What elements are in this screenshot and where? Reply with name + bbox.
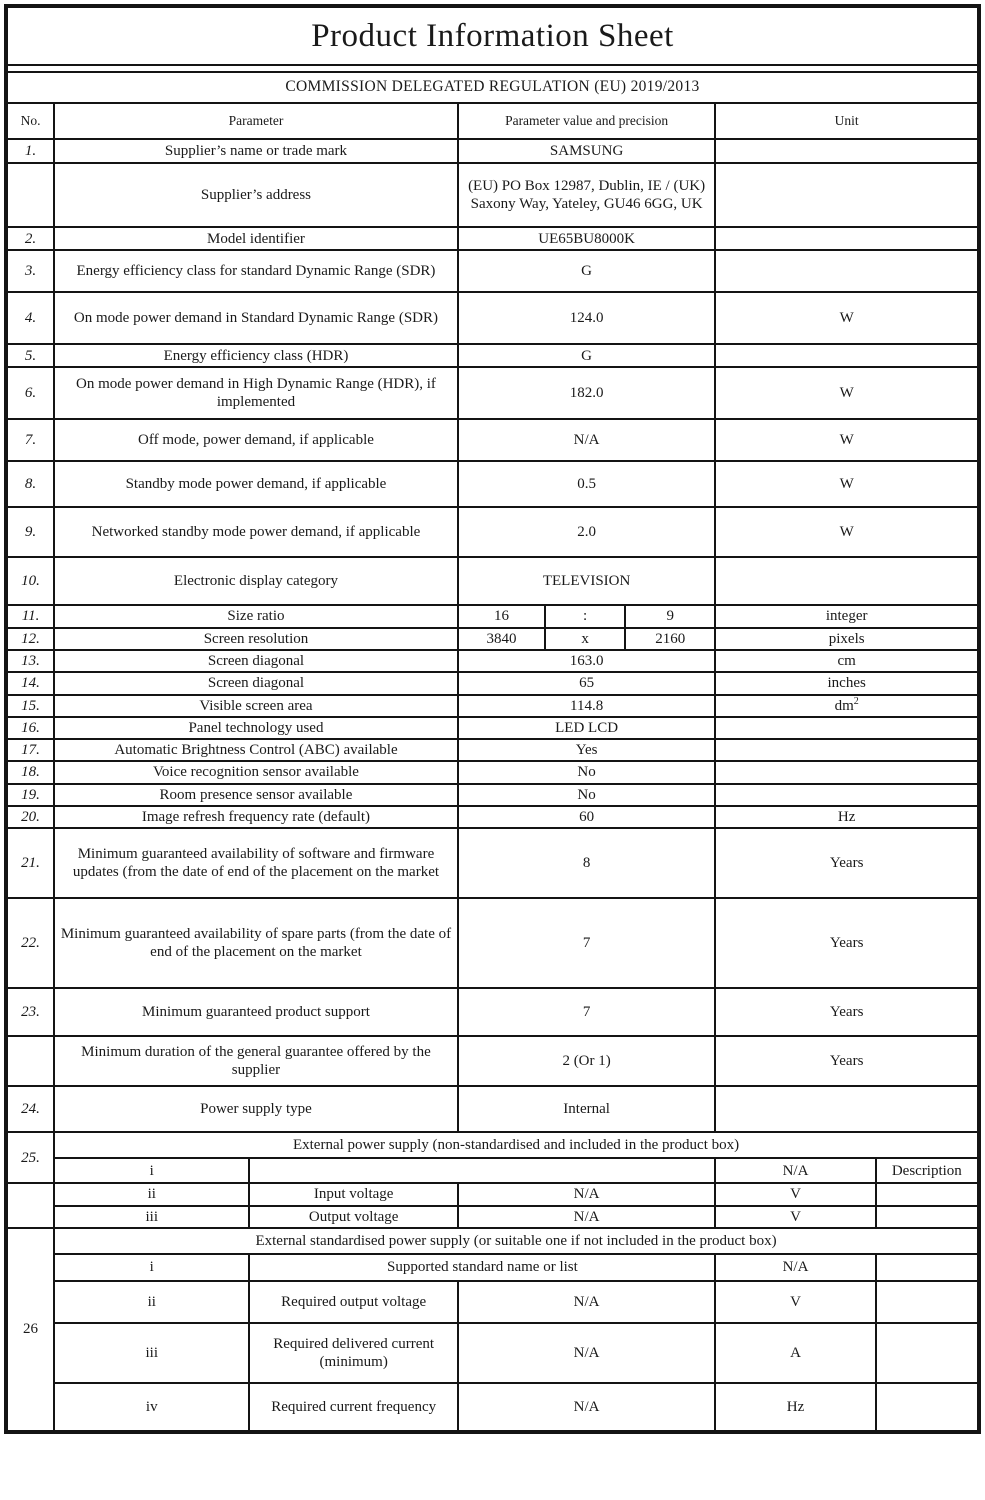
description-cell: Description <box>876 1158 978 1183</box>
description-cell <box>876 1183 978 1205</box>
parameter-cell: Supplier’s address <box>54 163 458 227</box>
column-header-parameter: Parameter <box>54 103 458 139</box>
value-cell: Yes <box>458 739 715 761</box>
row-supplier-name <box>7 139 978 163</box>
description-cell <box>876 1254 978 1281</box>
value-cell: 124.0 <box>458 292 715 344</box>
no-cell: 9. <box>7 507 54 557</box>
row-supplier-address <box>7 163 978 227</box>
unit-cell: inches <box>715 672 978 694</box>
no-cell: 12. <box>7 628 54 650</box>
unit-cell <box>715 739 978 761</box>
parameter-cell: Electronic display category <box>54 557 458 605</box>
unit-cell <box>715 1086 978 1132</box>
no-cell: 1. <box>7 139 54 163</box>
index-cell: i <box>54 1254 249 1281</box>
row-model-identifier <box>7 227 978 250</box>
no-cell: 10. <box>7 557 54 605</box>
no-cell: 21. <box>7 828 54 898</box>
index-cell: ii <box>54 1281 249 1323</box>
column-header-unit: Unit <box>715 103 978 139</box>
value-cell: UE65BU8000K <box>458 227 715 250</box>
parameter-cell: Required delivered current (minimum) <box>249 1323 457 1383</box>
parameter-cell: Screen diagonal <box>54 672 458 694</box>
row-26-iii <box>7 1323 978 1383</box>
parameter-cell: Minimum guaranteed availability of software and firmware updates (from the date of end of the placement on the market <box>54 828 458 898</box>
no-cell: 11. <box>7 605 54 627</box>
unit-cell <box>715 717 978 739</box>
unit-cell: W <box>715 292 978 344</box>
product-info-table <box>6 6 979 1432</box>
row-abc-available <box>7 739 978 761</box>
regulation-title: COMMISSION DELEGATED REGULATION (EU) 2019/2013 <box>7 72 978 103</box>
no-cell: 4. <box>7 292 54 344</box>
no-cell: 13. <box>7 650 54 672</box>
value-cell: 8 <box>458 828 715 898</box>
parameter-cell: Input voltage <box>249 1183 457 1205</box>
no-cell: 23. <box>7 988 54 1036</box>
unit-cell: Years <box>715 898 978 988</box>
value-cell: 65 <box>458 672 715 694</box>
parameter-cell: Networked standby mode power demand, if applicable <box>54 507 458 557</box>
row-guarantee-duration <box>7 1036 978 1086</box>
product-information-sheet <box>4 4 981 1434</box>
unit-cell <box>715 344 978 367</box>
value-cell: 60 <box>458 806 715 828</box>
value-cell-height: 9 <box>625 605 715 627</box>
unit-cell: W <box>715 419 978 461</box>
no-cell: 6. <box>7 367 54 419</box>
row-screen-diagonal-cm <box>7 650 978 672</box>
parameter-cell: Panel technology used <box>54 717 458 739</box>
value-cell-separator: x <box>545 628 625 650</box>
unit-cell: V <box>715 1281 875 1323</box>
description-cell <box>876 1383 978 1431</box>
value-cell: 2 (Or 1) <box>458 1036 715 1086</box>
value-cell: No <box>458 784 715 806</box>
value-cell: G <box>458 250 715 292</box>
parameter-cell: Screen resolution <box>54 628 458 650</box>
unit-cell <box>715 784 978 806</box>
column-header-row <box>7 103 978 139</box>
parameter-cell: Power supply type <box>54 1086 458 1132</box>
value-cell: 7 <box>458 988 715 1036</box>
value-cell: N/A <box>458 1206 715 1228</box>
regulation-row <box>7 72 978 103</box>
parameter-cell: Off mode, power demand, if applicable <box>54 419 458 461</box>
parameter-cell: Standby mode power demand, if applicable <box>54 461 458 507</box>
row-25-section-header <box>7 1132 978 1158</box>
row-off-mode-power <box>7 419 978 461</box>
value-cell: N/A <box>458 1183 715 1205</box>
row-25-i <box>7 1158 978 1183</box>
row-on-mode-power-sdr <box>7 292 978 344</box>
unit-cell: $dm^2$ <box>715 695 978 717</box>
no-cell: 7. <box>7 419 54 461</box>
value-cell-separator: : <box>545 605 625 627</box>
row-display-category <box>7 557 978 605</box>
parameter-cell: Energy efficiency class (HDR) <box>54 344 458 367</box>
no-cell: 19. <box>7 784 54 806</box>
parameter-cell: Screen diagonal <box>54 650 458 672</box>
value-cell: 114.8 <box>458 695 715 717</box>
unit-cell: V <box>715 1183 875 1205</box>
value-cell: 182.0 <box>458 367 715 419</box>
column-header-value: Parameter value and precision <box>458 103 715 139</box>
no-cell: 16. <box>7 717 54 739</box>
row-25-iii <box>7 1206 978 1228</box>
index-cell: i <box>54 1158 249 1183</box>
value-cell-width: 16 <box>458 605 545 627</box>
unit-cell: W <box>715 507 978 557</box>
parameter-cell: Automatic Brightness Control (ABC) available <box>54 739 458 761</box>
index-cell: iii <box>54 1206 249 1228</box>
section-header-cell: External standardised power supply (or suitable one if not included in the product box) <box>54 1228 978 1254</box>
row-product-support <box>7 988 978 1036</box>
parameter-cell: Required output voltage <box>249 1281 457 1323</box>
row-panel-technology <box>7 717 978 739</box>
unit-cell: integer <box>715 605 978 627</box>
no-cell: 17. <box>7 739 54 761</box>
row-26-i <box>7 1254 978 1281</box>
no-cell: 18. <box>7 761 54 783</box>
row-26-ii <box>7 1281 978 1323</box>
description-cell <box>876 1281 978 1323</box>
value-cell: 2.0 <box>458 507 715 557</box>
row-size-ratio <box>7 605 978 627</box>
value-cell: 7 <box>458 898 715 988</box>
parameter-cell: Image refresh frequency rate (default) <box>54 806 458 828</box>
parameter-cell <box>249 1158 715 1183</box>
unit-cell: Hz <box>715 806 978 828</box>
row-energy-class-sdr <box>7 250 978 292</box>
row-power-supply-type <box>7 1086 978 1132</box>
row-networked-standby-power <box>7 507 978 557</box>
no-cell: 14. <box>7 672 54 694</box>
parameter-cell: Size ratio <box>54 605 458 627</box>
parameter-cell: Model identifier <box>54 227 458 250</box>
value-cell: N/A <box>458 1281 715 1323</box>
divider-cell <box>7 65 978 72</box>
parameter-cell: Minimum duration of the general guarantee offered by the supplier <box>54 1036 458 1086</box>
index-cell: iii <box>54 1323 249 1383</box>
no-cell: 25. <box>7 1132 54 1183</box>
value-cell: N/A <box>458 1383 715 1431</box>
page-title: Product Information Sheet <box>7 7 978 65</box>
value-cell: TELEVISION <box>458 557 715 605</box>
row-screen-diagonal-inches <box>7 672 978 694</box>
no-cell: 24. <box>7 1086 54 1132</box>
unit-cell <box>715 163 978 227</box>
row-screen-resolution <box>7 628 978 650</box>
sheet-table-body <box>7 139 978 1431</box>
row-room-presence <box>7 784 978 806</box>
unit-cell <box>715 250 978 292</box>
row-refresh-rate <box>7 806 978 828</box>
unit-cell: Years <box>715 1036 978 1086</box>
row-software-updates <box>7 828 978 898</box>
description-cell <box>876 1323 978 1383</box>
row-energy-class-hdr <box>7 344 978 367</box>
unit-cell: W <box>715 367 978 419</box>
parameter-cell: Required current frequency <box>249 1383 457 1431</box>
unit-cell: cm <box>715 650 978 672</box>
row-voice-recognition <box>7 761 978 783</box>
value-cell: LED LCD <box>458 717 715 739</box>
column-header-no: No. <box>7 103 54 139</box>
no-cell: 20. <box>7 806 54 828</box>
unit-cell: Years <box>715 988 978 1036</box>
no-cell: 26 <box>7 1228 54 1431</box>
value-cell: N/A <box>715 1158 875 1183</box>
parameter-cell: Energy efficiency class for standard Dynamic Range (SDR) <box>54 250 458 292</box>
value-cell-height: 2160 <box>625 628 715 650</box>
value-cell: 163.0 <box>458 650 715 672</box>
value-cell: N/A <box>715 1254 875 1281</box>
superscript: 2 <box>853 695 859 707</box>
unit-cell <box>715 139 978 163</box>
section-header-cell: External power supply (non-standardised and included in the product box) <box>54 1132 978 1158</box>
no-cell: 2. <box>7 227 54 250</box>
index-cell: ii <box>54 1183 249 1205</box>
no-cell: 3. <box>7 250 54 292</box>
unit-cell: V <box>715 1206 875 1228</box>
row-26-iv <box>7 1383 978 1431</box>
parameter-cell: Visible screen area <box>54 695 458 717</box>
parameter-cell: Voice recognition sensor available <box>54 761 458 783</box>
parameter-cell: Supplier’s name or trade mark <box>54 139 458 163</box>
no-cell: 8. <box>7 461 54 507</box>
no-cell: 22. <box>7 898 54 988</box>
parameter-cell: Minimum guaranteed availability of spare parts (from the date of end of the placement on the market <box>54 898 458 988</box>
no-cell: 15. <box>7 695 54 717</box>
unit-cell: W <box>715 461 978 507</box>
value-cell: No <box>458 761 715 783</box>
row-standby-power <box>7 461 978 507</box>
row-spare-parts <box>7 898 978 988</box>
unit-cell <box>715 227 978 250</box>
row-on-mode-power-hdr <box>7 367 978 419</box>
no-cell <box>7 163 54 227</box>
value-cell-width: 3840 <box>458 628 545 650</box>
index-cell: iv <box>54 1383 249 1431</box>
title-row <box>7 7 978 65</box>
parameter-cell: On mode power demand in High Dynamic Range (HDR), if implemented <box>54 367 458 419</box>
title-divider <box>7 65 978 72</box>
description-cell <box>876 1206 978 1228</box>
no-cell <box>7 1036 54 1086</box>
value-cell: 0.5 <box>458 461 715 507</box>
parameter-cell: Supported standard name or list <box>249 1254 715 1281</box>
parameter-cell: On mode power demand in Standard Dynamic Range (SDR) <box>54 292 458 344</box>
unit-cell <box>715 557 978 605</box>
value-cell: G <box>458 344 715 367</box>
unit-cell: Hz <box>715 1383 875 1431</box>
unit-cell: Years <box>715 828 978 898</box>
value-cell: N/A <box>458 419 715 461</box>
value-cell: (EU) PO Box 12987, Dublin, IE / (UK) Saxony Way, Yateley, GU46 6GG, UK <box>458 163 715 227</box>
no-cell: 5. <box>7 344 54 367</box>
parameter-cell: Minimum guaranteed product support <box>54 988 458 1036</box>
unit-cell: pixels <box>715 628 978 650</box>
row-26-section-header <box>7 1228 978 1254</box>
row-25-ii <box>7 1183 978 1205</box>
parameter-cell: Output voltage <box>249 1206 457 1228</box>
no-cell <box>7 1183 54 1228</box>
parameter-cell: Room presence sensor available <box>54 784 458 806</box>
value-cell: N/A <box>458 1323 715 1383</box>
value-cell: Internal <box>458 1086 715 1132</box>
row-visible-screen-area <box>7 695 978 717</box>
unit-cell <box>715 761 978 783</box>
value-cell: SAMSUNG <box>458 139 715 163</box>
unit-cell: A <box>715 1323 875 1383</box>
